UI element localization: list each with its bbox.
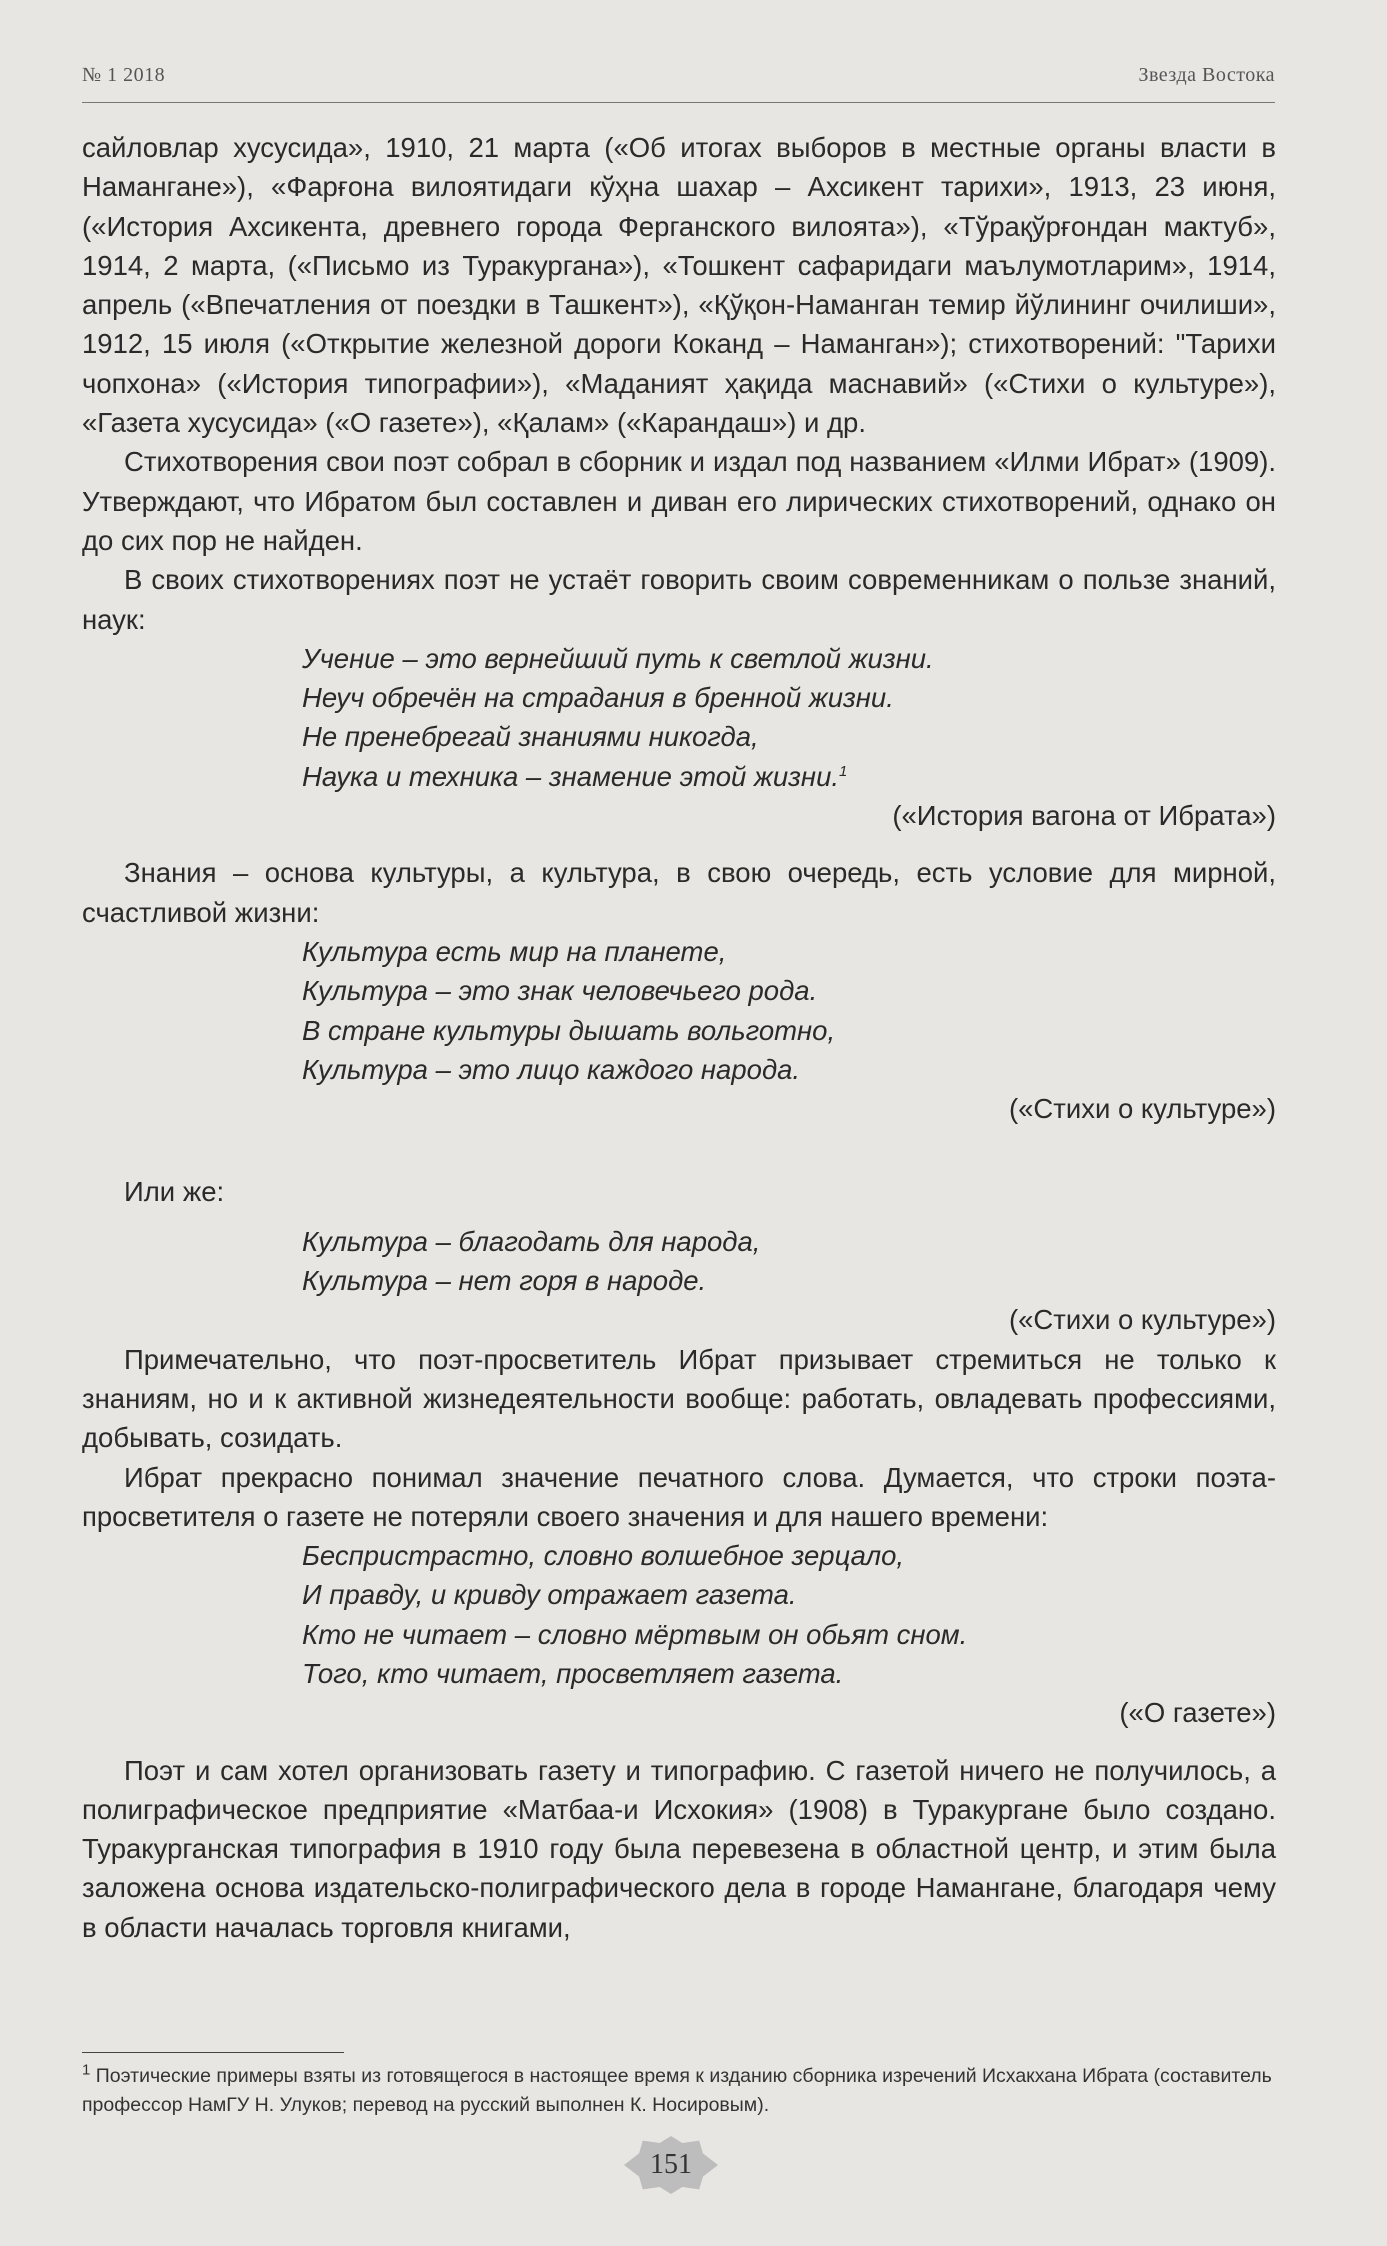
paragraph: сайловлар хусусида», 1910, 21 марта («Об итогах выборов в местные органы власти в Намангане»), «Фарғона вилоятидаги кўҳна шахар – Ахсикент тарихи», 1913, 23 июня, («История Ахсикента, древнего города Ферганского вилоята»), «Тўрақўрғондан мактуб», 1914, 2 марта, («Письмо из Туракургана»), «Тошкент сафаридаги маълумотларим», 1914, апрель («Впечатления от поездки в Ташкент»), «Қўқон-Наманган темир йўлининг очилиши», 1912, 15 июля («Открытие железной дороги Коканд – Наманган»); стихотворений: "Тарихи чопхона» («История типографии»), «Маданият ҳақида маснавий» («Стихи о культуре»), «Газета хусусида» («О газете»), «Қалам» («Карандаш») и др. [82, 132, 1276, 439]
poem-line [302, 757, 1276, 796]
running-header [82, 64, 1275, 87]
issue-label: № 1 2018 [82, 64, 166, 86]
poem-source: («О газете») [1119, 1697, 1276, 1729]
paragraph: Стихотворения свои поэт собрал в сборник и издал под названием «Илми Ибрат» (1909). Утверждают, что Ибратом был составлен и диван его лирических стихотворений, однако он до сих пор не найден. [82, 446, 1276, 556]
article-body [82, 128, 1276, 1947]
footnote-rule [82, 2052, 344, 2053]
poem-block [302, 1536, 1276, 1693]
poem-source: («Стихи о культуре») [1008, 1304, 1276, 1336]
footnote-text: Поэтические примеры взяты из готовящегося в настоящее время к изданию сборника изречений Исхакхана Ибрата (составитель профессор НамГУ Н. Улуков; перевод на русский выполнен К. Носировым). [82, 2065, 1272, 2116]
footnote [82, 2062, 1276, 2120]
page-number-badge [624, 2136, 718, 2194]
footnote-reference[interactable]: 1 [839, 762, 848, 780]
poem-line: Культура есть мир на планете, [302, 935, 727, 967]
paragraph: В своих стихотворениях поэт не устаёт говорить своим современникам о пользе знаний, наук: [82, 564, 1276, 635]
poem-line: Культура – это знак человечьего рода. [302, 975, 818, 1007]
poem-line: В стране культуры дышать вольготно, [302, 1014, 836, 1046]
paragraph: Примечательно, что поэт-просветитель Ибрат призывает стремиться не только к знаниям, но и к активной жизнедеятельности вообще: работать, овладевать профессиями, добывать, созидать. [82, 1343, 1276, 1454]
paragraph: Или же: [124, 1176, 225, 1208]
poem-line-text: Наука и техника – знамение этой жизни. [302, 760, 840, 792]
paragraph: Знания – основа культуры, а культура, в свою очередь, есть условие для мирной, счастливой жизни: [82, 857, 1276, 928]
poem-line: Кто не читает – словно мёртвым он обьят сном. [302, 1618, 968, 1650]
poem-block [302, 1222, 1276, 1301]
poem-source: («Стихи о культуре») [1008, 1093, 1276, 1125]
poem-line: Учение – это вернейший путь к светлой жизни. [302, 642, 934, 674]
poem-line: Культура – благодать для народа, [302, 1225, 761, 1257]
poem-line: Беспристрастно, словно волшебное зерцало, [302, 1540, 905, 1572]
poem-source: («История вагона от Ибрата») [892, 800, 1276, 832]
paragraph: Ибрат прекрасно понимал значение печатного слова. Думается, что строки поэта-просветителя о газете не потеряли своего значения и для нашего времени: [82, 1461, 1276, 1532]
poem-line: Культура – нет горя в народе. [302, 1265, 707, 1297]
paragraph: Поэт и сам хотел организовать газету и типографию. С газетой ничего не получилось, а полиграфическое предприятие «Матбаа-и Исхокия» (1908) в Туракургане было создано. Туракурганская типография в 1910 году была перевезена в областной центр, и этим была заложена основа издательско-полиграфического дела в городе Намангане, благодаря чему в области началась торговля книгами, [82, 1754, 1276, 1943]
poem-line: И правду, и кривду отражает газета. [302, 1579, 797, 1611]
header-rule [82, 102, 1275, 103]
poem-line: Культура – это лицо каждого народа. [302, 1053, 801, 1085]
poem-line: Неуч обречён на страдания в бренной жизни. [302, 682, 894, 714]
poem-block [302, 932, 1276, 1089]
poem-block [302, 639, 1276, 796]
poem-line: Не пренебрегай знаниями никогда, [302, 721, 759, 753]
journal-title: Звезда Востока [1138, 64, 1275, 86]
poem-line: Того, кто читает, просветляет газета. [302, 1657, 844, 1689]
page-number: 151 [650, 2149, 692, 2180]
footnote-mark: 1 [82, 2061, 91, 2079]
